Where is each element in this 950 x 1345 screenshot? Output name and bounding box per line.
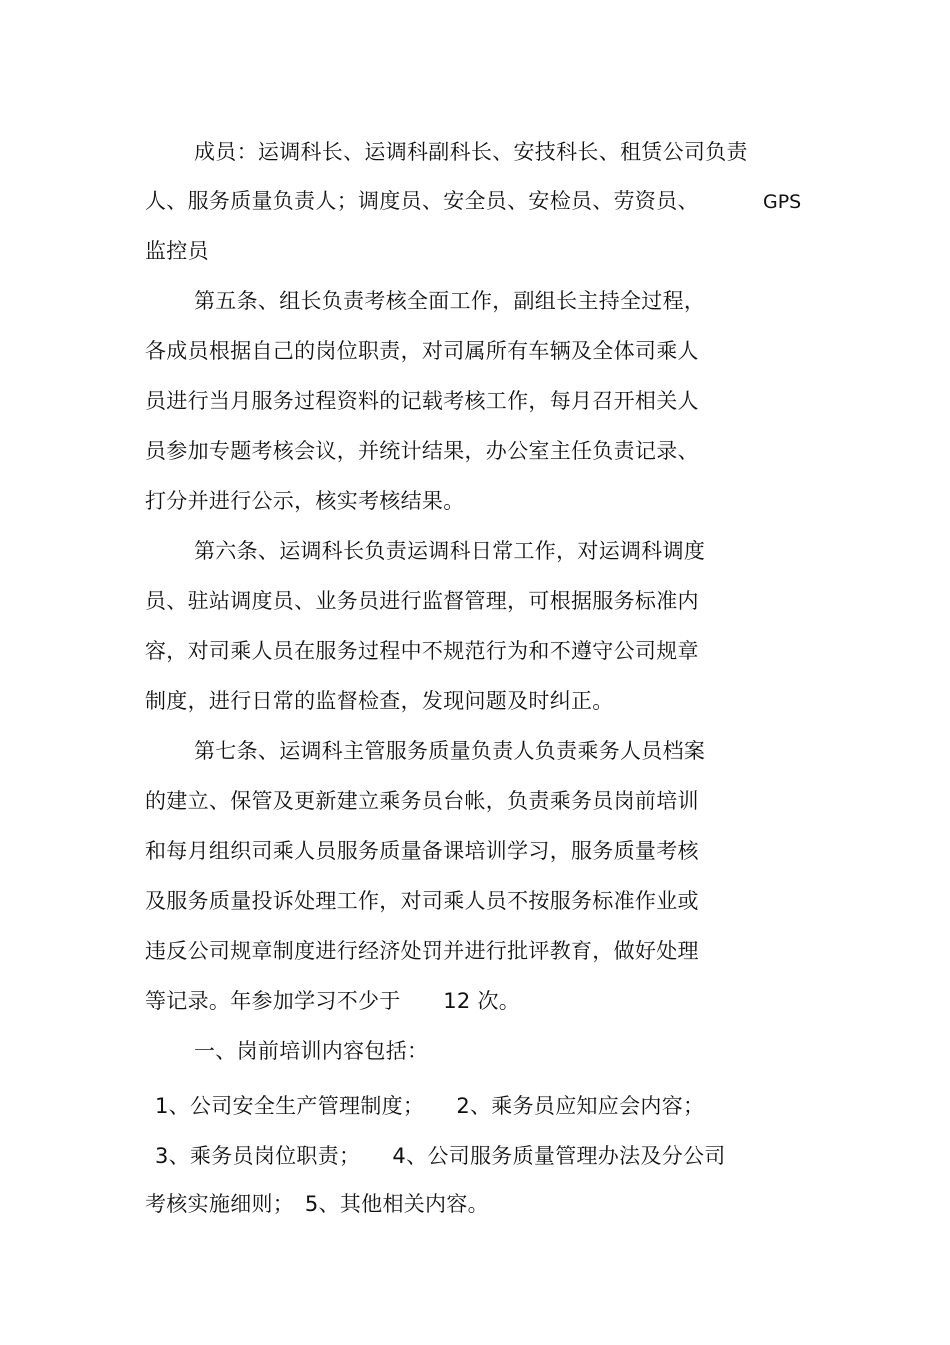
list-item: 考核实施细则； 5、其他相关内容。 <box>145 1192 489 1216</box>
paragraph-line: 等记录。年参加学习不少于 12 次。 <box>145 989 521 1013</box>
paragraph-line: 第五条、组长负责考核全面工作，副组长主持全过程， <box>194 289 706 313</box>
paragraph-line: 容，对司乘人员在服务过程中不规范行为和不遵守公司规章 <box>145 639 699 663</box>
paragraph-line: 员、驻站调度员、业务员进行监督管理，可根据服务标准内 <box>145 589 699 613</box>
paragraph-line: 员进行当月服务过程资料的记载考核工作，每月召开相关人 <box>145 389 699 413</box>
section-heading: 一、岗前培训内容包括： <box>194 1039 429 1063</box>
paragraph-line: 及服务质量投诉处理工作，对司乘人员不按服务标准作业或 <box>145 889 699 913</box>
paragraph-line: 违反公司规章制度进行经济处罚并进行批评教育，做好处理 <box>145 939 699 963</box>
list-item: 1、公司安全生产管理制度； 2、乘务员应知应会内容； <box>148 1094 705 1118</box>
paragraph-line: 人、服务质量负责人；调度员、安全员、安检员、劳资员、 <box>145 189 699 213</box>
paragraph-line: 员参加专题考核会议，并统计结果，办公室主任负责记录、 <box>145 439 699 463</box>
paragraph-line: 的建立、保管及更新建立乘务员台帐，负责乘务员岗前培训 <box>145 789 699 813</box>
paragraph-line: 打分并进行公示，核实考核结果。 <box>145 489 465 513</box>
paragraph-line: 各成员根据自己的岗位职责，对司属所有车辆及全体司乘人 <box>145 339 699 363</box>
paragraph-line: GPS <box>763 191 802 213</box>
paragraph-line: 第六条、运调科长负责运调科日常工作，对运调科调度 <box>194 539 706 563</box>
paragraph-line: 监控员 <box>145 239 209 263</box>
paragraph-line: 成员：运调科长、运调科副科长、安技科长、租赁公司负责 <box>194 140 748 164</box>
paragraph-line: 和每月组织司乘人员服务质量备课培训学习，服务质量考核 <box>145 839 699 863</box>
paragraph-line: 制度，进行日常的监督检查，发现问题及时纠正。 <box>145 689 614 713</box>
paragraph-line: 第七条、运调科主管服务质量负责人负责乘务人员档案 <box>194 739 706 763</box>
list-item: 3、乘务员岗位职责； 4、公司服务质量管理办法及分公司 <box>148 1144 726 1168</box>
